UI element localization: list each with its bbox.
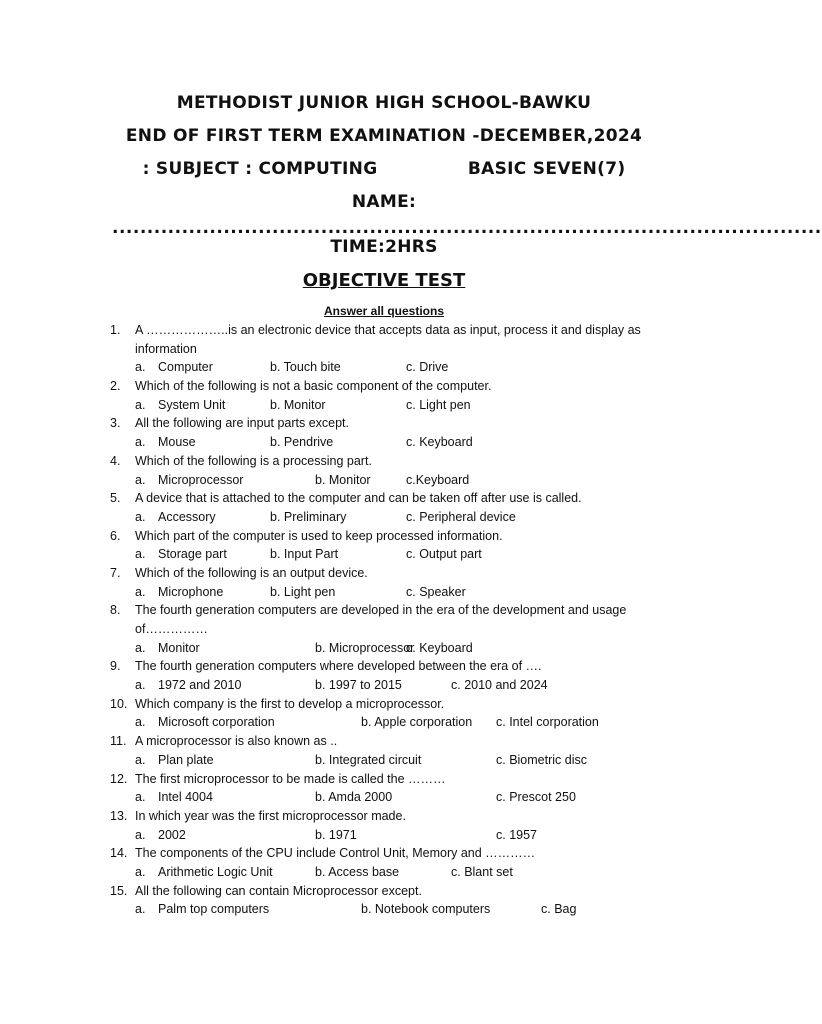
answer-option: c. Bag <box>541 902 577 917</box>
answer-option: Microphone <box>158 584 224 599</box>
question-number: 8. <box>110 603 121 618</box>
question-number: 3. <box>110 416 121 431</box>
options-row <box>0 751 768 770</box>
answer-option: b. Amda 2000 <box>315 790 393 805</box>
question-item <box>0 601 768 657</box>
time-label: TIME:2HRS <box>330 237 438 257</box>
question-row <box>0 657 768 676</box>
question-row <box>0 321 768 340</box>
question-row <box>0 620 768 639</box>
answer-option: c. Output part <box>406 547 482 562</box>
options-row <box>0 713 768 732</box>
question-number: 9. <box>110 659 121 674</box>
options-row <box>0 583 768 602</box>
answer-option: b. Preliminary <box>270 509 347 524</box>
options-row <box>0 676 768 695</box>
answer-option: Accessory <box>158 509 216 524</box>
question-number: 12. <box>110 771 128 786</box>
answer-option: b. Light pen <box>270 584 336 599</box>
question-text: A microprocessor is also known as .. <box>135 734 338 749</box>
question-text: Which company is the first to develop a microprocessor. <box>135 696 445 711</box>
question-text: The first microprocessor to be made is called the ……… <box>135 771 446 786</box>
section-title: OBJECTIVE TEST <box>302 270 466 291</box>
question-list <box>0 321 768 919</box>
question-text: All the following can contain Microprocessor except. <box>135 883 422 898</box>
option-marker: a. <box>135 640 146 655</box>
question-number: 7. <box>110 565 121 580</box>
question-text: information <box>135 341 197 356</box>
answer-option: Computer <box>158 360 213 375</box>
answer-option: Storage part <box>158 547 227 562</box>
answer-option: b. Monitor <box>315 472 371 487</box>
answer-option: b. Touch bite <box>270 360 341 375</box>
class-label: BASIC SEVEN(7) <box>467 159 626 179</box>
question-row <box>0 770 768 789</box>
options-row <box>0 433 768 452</box>
option-marker: a. <box>135 715 146 730</box>
answer-option: b. Apple corporation <box>361 715 473 730</box>
option-marker: a. <box>135 472 146 487</box>
answer-option: c.Keyboard <box>406 472 470 487</box>
question-item <box>0 377 768 414</box>
answer-option: c. Intel corporation <box>496 715 599 730</box>
school-name: METHODIST JUNIOR HIGH SCHOOL-BAWKU <box>176 93 592 113</box>
answer-option: c. Peripheral device <box>406 509 516 524</box>
options-row <box>0 788 768 807</box>
answer-option: b. Access base <box>315 864 400 879</box>
name-blank-line: ...................................................................................................... <box>112 218 822 238</box>
question-item <box>0 657 768 694</box>
question-row <box>0 601 768 620</box>
option-marker: a. <box>135 509 146 524</box>
answer-option: Palm top computers <box>158 902 270 917</box>
option-marker: a. <box>135 902 146 917</box>
answer-option: c. Prescot 250 <box>496 790 576 805</box>
subject-line <box>0 159 768 179</box>
question-number: 5. <box>110 491 121 506</box>
question-row <box>0 807 768 826</box>
question-item <box>0 414 768 451</box>
answer-option: 2002 <box>158 827 186 842</box>
options-row <box>0 639 768 658</box>
answer-option: 1972 and 2010 <box>158 678 242 693</box>
options-row <box>0 508 768 527</box>
option-marker: a. <box>135 864 146 879</box>
answer-option: b. Notebook computers <box>361 902 491 917</box>
option-marker: a. <box>135 584 146 599</box>
question-row <box>0 377 768 396</box>
question-number: 1. <box>110 323 121 337</box>
answer-option: b. 1997 to 2015 <box>315 678 402 693</box>
question-row <box>0 527 768 546</box>
option-marker: a. <box>135 360 146 375</box>
options-row <box>0 900 768 919</box>
exam-title: END OF FIRST TERM EXAMINATION -DECEMBER,2024 <box>125 126 643 146</box>
options-row <box>0 358 768 377</box>
answer-option: c. Speaker <box>406 584 466 599</box>
option-marker: a. <box>135 752 146 767</box>
option-marker: a. <box>135 678 146 693</box>
option-marker: a. <box>135 397 146 412</box>
question-row <box>0 340 768 359</box>
answer-option: Mouse <box>158 435 196 450</box>
answer-option: c. Light pen <box>406 397 471 412</box>
question-item <box>0 844 768 881</box>
question-text: Which of the following is an output device. <box>135 565 368 580</box>
option-marker: a. <box>135 790 146 805</box>
answer-option: b. Input Part <box>270 547 339 562</box>
question-row <box>0 695 768 714</box>
question-number: 6. <box>110 528 121 543</box>
option-marker: a. <box>135 547 146 562</box>
question-row <box>0 452 768 471</box>
answer-option: c. Keyboard <box>406 640 473 655</box>
question-text: In which year was the first microprocessor made. <box>135 808 406 823</box>
answer-option: Plan plate <box>158 752 214 767</box>
question-item <box>0 489 768 526</box>
question-item <box>0 452 768 489</box>
question-text: A device that is attached to the computer and can be taken off after use is called. <box>135 491 582 506</box>
answer-option: Arithmetic Logic Unit <box>158 864 273 879</box>
question-number: 15. <box>110 883 128 898</box>
question-item <box>0 695 768 732</box>
answer-option: System Unit <box>158 397 226 412</box>
question-row <box>0 489 768 508</box>
question-item <box>0 732 768 769</box>
instruction: Answer all questions <box>323 304 445 318</box>
answer-option: b. Monitor <box>270 397 326 412</box>
answer-option: b. Microprocessor <box>315 640 415 655</box>
question-text: A ………………..is an electronic device that accepts data as input, process it and display as <box>135 323 641 337</box>
question-text: Which part of the computer is used to keep processed information. <box>135 528 503 543</box>
question-item <box>0 564 768 601</box>
options-row <box>0 545 768 564</box>
question-number: 2. <box>110 379 121 394</box>
answer-option: b. 1971 <box>315 827 357 842</box>
answer-option: c. Keyboard <box>406 435 473 450</box>
options-row <box>0 471 768 490</box>
answer-option: Microsoft corporation <box>158 715 275 730</box>
question-row <box>0 414 768 433</box>
question-row <box>0 564 768 583</box>
answer-option: c. Biometric disc <box>496 752 587 767</box>
options-row <box>0 826 768 845</box>
answer-option: c. Drive <box>406 360 449 375</box>
question-item <box>0 527 768 564</box>
question-item <box>0 882 768 919</box>
question-row <box>0 882 768 901</box>
question-number: 14. <box>110 846 128 861</box>
subject-label: : SUBJECT : COMPUTING <box>142 159 378 179</box>
question-number: 10. <box>110 696 128 711</box>
option-marker: a. <box>135 827 146 842</box>
options-row <box>0 396 768 415</box>
question-row <box>0 844 768 863</box>
question-text: of…………… <box>135 622 208 636</box>
answer-option: c. 1957 <box>496 827 538 842</box>
question-row <box>0 732 768 751</box>
question-text: Which of the following is not a basic component of the computer. <box>135 379 492 394</box>
answer-option: c. Blant set <box>451 864 513 879</box>
options-row <box>0 863 768 882</box>
question-text: Which of the following is a processing part. <box>135 453 372 468</box>
question-number: 4. <box>110 453 121 468</box>
name-label: NAME: <box>351 192 417 212</box>
answer-option: Monitor <box>158 640 200 655</box>
question-item <box>0 321 768 377</box>
question-item <box>0 807 768 844</box>
answer-option: b. Integrated circuit <box>315 752 422 767</box>
answer-option: Microprocessor <box>158 472 244 487</box>
question-text: All the following are input parts except. <box>135 416 350 431</box>
option-marker: a. <box>135 435 146 450</box>
question-text: The fourth generation computers where developed between the era of …. <box>135 659 542 674</box>
question-item <box>0 770 768 807</box>
question-text: The fourth generation computers are developed in the era of the development and usage <box>135 603 627 618</box>
question-text: The components of the CPU include Control Unit, Memory and ………… <box>135 846 536 861</box>
answer-option: b. Pendrive <box>270 435 334 450</box>
question-number: 13. <box>110 808 128 823</box>
question-number: 11. <box>110 734 127 749</box>
answer-option: Intel 4004 <box>158 790 213 805</box>
answer-option: c. 2010 and 2024 <box>451 678 548 693</box>
